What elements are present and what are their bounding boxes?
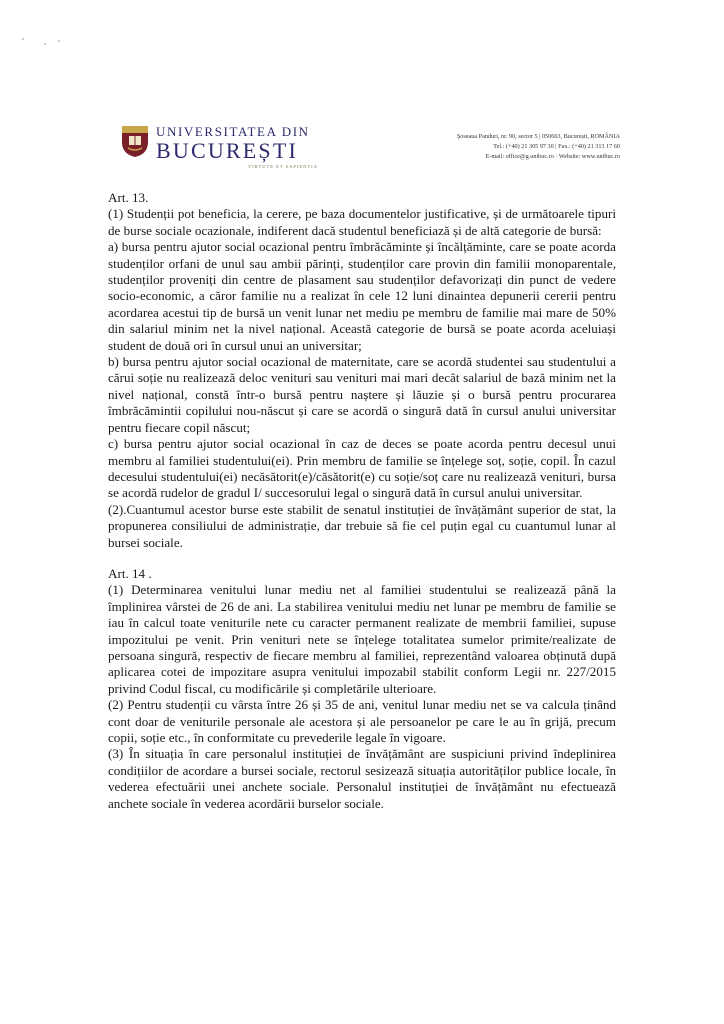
university-name-line1: UNIVERSITATEA DIN (156, 124, 310, 139)
article-13-paragraph-2: (2).Cuantumul acestor burse este stabilit de senatul instituției de învățământ superior de stat, la propunerea consiliului de administrație, dar trebuie să fie cel puțin egal cu cuantumul lunar al bursei sociale. (108, 501, 616, 550)
university-crest-icon (120, 124, 150, 158)
article-13-paragraph-c: c) bursa pentru ajutor social ocazional în caz de deces se poate acorda pentru decesul unui membru al familiei studentului(ei). Prin membru de familie se înțelege soț, soție, copil. În cazul decesului studentului(ei) necăsătorit(e)/căsătorit(e) cu soție/soț care nu realizează venituri, bursa se acordă rudelor de gradul I/ succesorului legal o singură dată în cursul anului universitar. (108, 436, 616, 501)
scan-speck (22, 38, 24, 40)
article-13-paragraph-a: a) bursa pentru ajutor social ocazional pentru îmbrăcăminte și încălțăminte, care se poate acorda studenților orfani de unul sau ambii părinți, studenților care provin din familii monoparentale, studenților proveniți din centre de plasament sau studenților defavorizați din punct de vedere socio-economic, a căror familie nu a realizat în cele 12 luni dinaintea depunerii cererii pentru acordarea acestui tip de bursă un venit lunar net mediu pe membru de familie mai mare de 50% din salariul minim net la nivel național. Această categorie de bursă se poate acorda aceluiași student de două ori în cursul unui an universitar; (108, 239, 616, 353)
letterhead (120, 122, 620, 170)
contact-block (390, 132, 620, 162)
article-14-title: Art. 14 . (108, 565, 152, 581)
article-13-paragraph-b: b) bursa pentru ajutor social ocazional de maternitate, care se acordă studentei sau studentului a cărui soție nu realizează deloc venituri sau venituri mai mari decât salariul de bază minim net la nivel național, constă într-o bursă pentru naștere și lăuzie și o bursă pentru procurarea îmbrăcămintii copilului nou-născut și care se acordă o singură dată în cursul anului universitar pentru fiecare copil născut; (108, 354, 616, 435)
university-motto: VIRTUTE ET SAPIENTIA (248, 164, 318, 169)
contact-email-web: E-mail: office@g.unibuc.ro · Website: www.unibuc.ro (485, 153, 620, 160)
article-14-paragraph-1: (1) Determinarea venitului lunar mediu net al familiei studentului se realizează până la împlinirea vârstei de 26 de ani. La stabilirea venitului mediu net lunar pe membru de familie se iau în calcul toate veniturile nete cu caracter permanent realizate de membrii familiei, supuse impozitului pe venit. Prin venituri nete se înțelege totalitatea sumelor primite/realizate de persoana singură, respectiv de fiecare membru al familiei, reprezentând valoarea obținută după aplicarea cotei de impozitare asupra venitului impozabil stabilit conform Legii nr. 227/2015 privind Codul fiscal, cu modificările și completările ulterioare. (108, 582, 616, 696)
article-14-paragraph-2: (2) Pentru studenții cu vârsta între 26 și 35 de ani, venitul lunar mediu net se va calcula ținând cont doar de veniturile personale ale acestora și ale persoanelor pe care le au în grijă, precum copii, soție etc., în conformitate cu prevederile legale în vigoare. (108, 697, 616, 745)
university-name-line2: BUCUREȘTI (156, 138, 299, 163)
contact-phone: Tel.: (+40) 21 305 97 30 | Fax.: (+40) 21 313 17 60 (493, 143, 620, 150)
article-13-title: Art. 13. (108, 190, 149, 205)
scan-speck (58, 40, 60, 42)
article-14-paragraph-3: (3) În situația în care personalul instituției de învățământ are suspiciuni privind îndeplinirea condițiilor de acordare a bursei sociale, rectorul sesizează situația autorităților publice locale, în vederea efectuării unei anchete sociale. Personalul instituției de învățământ nu efectuează anchete sociale în vederea acordării burselor sociale. (108, 746, 616, 811)
contact-address: Șoseaua Panduri, nr. 90, sector 5 | 050663, București, ROMÂNIA (456, 133, 620, 140)
section-gap (108, 551, 616, 566)
document-body (108, 190, 616, 812)
article-13-paragraph-1: (1) Studenții pot beneficia, la cerere, pe baza documentelor justificative, și de următoarele tipuri de burse sociale ocazionale, indiferent dacă studentul beneficiază și de altă categorie de bursă: (108, 206, 616, 238)
scan-speck (44, 43, 46, 45)
